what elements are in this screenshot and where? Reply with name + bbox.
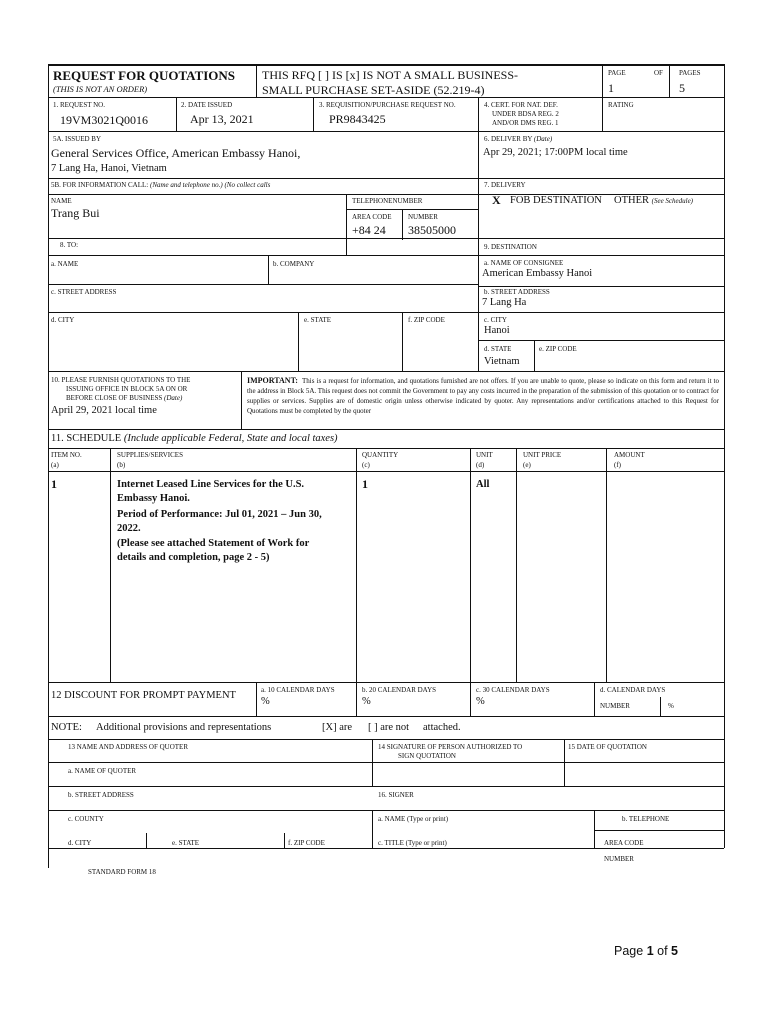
to-city-label: d. CITY (51, 316, 75, 324)
quoter-city-label: d. CITY (68, 839, 92, 847)
to-company-label: b. COMPANY (273, 260, 315, 268)
col-qty-sub: (c) (362, 461, 370, 469)
rule (594, 830, 724, 831)
col-price-sub: (e) (523, 461, 531, 469)
fob-destination: FOB DESTINATION (510, 195, 602, 206)
dest-state-value: Vietnam (484, 356, 520, 367)
rule (346, 209, 478, 210)
rule (372, 739, 373, 786)
set-aside-line-2: SMALL PURCHASE SET-ASIDE (52.219-4) (262, 83, 485, 97)
discount-30-pct: % (476, 696, 485, 707)
rfq-form (48, 64, 724, 876)
number-value: 38505000 (408, 223, 456, 237)
col-price-label: UNIT PRICE (523, 451, 562, 459)
quoter-county-label: c. COUNTY (68, 815, 104, 823)
signer-area-code-label: AREA CODE (604, 839, 644, 847)
rule (268, 255, 269, 284)
rule (478, 97, 479, 371)
rule (110, 448, 111, 682)
rule (256, 682, 257, 716)
of-label: OF (654, 69, 663, 77)
rule (48, 64, 49, 868)
to-zip-label: f. ZIP CODE (408, 316, 445, 324)
item-quantity: 1 (362, 477, 368, 491)
rule (669, 64, 670, 97)
item-desc-1: Internet Leased Line Services for the U.S. (117, 479, 305, 490)
discount-number-label: NUMBER (600, 702, 630, 710)
telephone-label: TELEPHONENUMBER (352, 197, 423, 205)
rule (48, 448, 724, 449)
note-text: Additional provisions and representations (96, 722, 272, 733)
discount-30-label: c. 30 CALENDAR DAYS (476, 686, 550, 694)
schedule-label: 11. SCHEDULE (Include applicable Federal, State and local taxes) (51, 433, 338, 444)
dest-zip-label: e. ZIP CODE (539, 345, 577, 353)
dest-state-label: d. STATE (484, 345, 512, 353)
area-code-label: AREA CODE (352, 213, 392, 221)
rule (48, 312, 724, 313)
rule (516, 448, 517, 682)
furnish-label-2: ISSUING OFFICE IN BLOCK 5A ON OR (66, 385, 188, 393)
request-no-label: 1. REQUEST NO. (53, 101, 105, 109)
col-amount-sub: (f) (614, 461, 621, 469)
page-value: 1 (608, 81, 614, 95)
cert-label-3: AND/OR DMS REG. 1 (492, 119, 559, 127)
rule (48, 178, 724, 179)
rule (48, 810, 724, 811)
rule (298, 312, 299, 371)
date-issued-label: 2. DATE ISSUED (181, 101, 233, 109)
rule (48, 739, 724, 740)
rule (594, 810, 595, 848)
rule (346, 194, 347, 255)
rule (176, 97, 177, 131)
delivery-label: 7. DELIVERY (484, 181, 526, 189)
item-desc-5: (Please see attached Statement of Work for (117, 538, 310, 549)
furnish-label-3: BEFORE CLOSE OF BUSINESS (Date) (66, 394, 183, 402)
signer-title-label: c. TITLE (Type or print) (378, 839, 447, 847)
rule (48, 848, 724, 849)
area-code-value: +84 24 (352, 223, 386, 237)
col-supplies-sub: (b) (117, 461, 126, 469)
discount-10-label: a. 10 CALENDAR DAYS (261, 686, 335, 694)
to-label: 8. TO: (60, 241, 79, 249)
note-label: NOTE: (51, 722, 82, 733)
signer-number-label: NUMBER (604, 855, 634, 863)
deliver-by-label: 6. DELIVER BY (Date) (484, 135, 553, 143)
quoter-block-label: 13 NAME AND ADDRESS OF QUOTER (68, 743, 188, 751)
rule (606, 448, 607, 682)
rule (48, 682, 724, 683)
form-subtitle: (THIS IS NOT AN ORDER) (53, 84, 148, 94)
signature-label-2: SIGN QUOTATION (398, 752, 456, 760)
dest-street-value: 7 Lang Ha (482, 297, 527, 308)
rule (356, 448, 357, 716)
quoter-name-label: a. NAME OF QUOTER (68, 767, 137, 775)
rule (48, 255, 724, 256)
info-call-label: 5B. FOR INFORMATION CALL: (Name and telephone no.) (No collect calls (51, 181, 271, 189)
rule (48, 762, 724, 763)
rule (48, 429, 724, 430)
rule (48, 716, 724, 717)
item-no: 1 (51, 477, 57, 491)
note-are-option: [X] are (322, 722, 353, 733)
rule (564, 739, 565, 786)
col-item-label: ITEM NO. (51, 451, 82, 459)
destination-label: 9. DESTINATION (484, 243, 537, 251)
rule (284, 833, 285, 848)
pages-label: PAGES (679, 69, 701, 77)
dest-city-label: c. CITY (484, 316, 507, 324)
deliver-by-value: Apr 29, 2021; 17:00PM local time (483, 147, 628, 158)
delivery-mark: X (492, 193, 501, 207)
rule (602, 64, 603, 131)
col-supplies-label: SUPPLIES/SERVICES (117, 451, 183, 459)
to-state-label: e. STATE (304, 316, 332, 324)
col-unit-sub: (d) (476, 461, 485, 469)
rule (478, 286, 724, 287)
quoter-zip-label: f. ZIP CODE (288, 839, 325, 847)
rule (478, 340, 724, 341)
col-amount-label: AMOUNT (614, 451, 645, 459)
quote-date-label: 15 DATE OF QUOTATION (568, 743, 647, 751)
discount-20-pct: % (362, 696, 371, 707)
rule (372, 810, 373, 848)
requisition-value: PR9843425 (329, 112, 386, 126)
item-unit: All (476, 479, 490, 490)
discount-label: 12 DISCOUNT FOR PROMPT PAYMENT (51, 690, 236, 701)
requisition-label: 3. REQUISITION/PURCHASE REQUEST NO. (319, 101, 456, 109)
discount-other-pct: % (668, 702, 674, 710)
note-attached: attached. (423, 722, 461, 733)
important-notice: IMPORTANT: This is a request for information, and quotations furnished are not offers. If you are unable to quote, please so indicate on this form and return it to the address in Block 5A. This request does not commit the Government to pay any costs incurred in the preparation of the submission of this quotation or to contract for supplies or services. Supplies are of domestic origin unless otherwise indicated by quoter. Any representations and/or certifications attached to this Request for Quotations must be completed by the quoter (247, 376, 719, 415)
furnish-date: April 29, 2021 local time (51, 405, 157, 416)
rule (48, 131, 724, 132)
page-label: PAGE (608, 69, 626, 77)
signer-telephone-label: b. TELEPHONE (622, 815, 670, 823)
number-label: NUMBER (408, 213, 438, 221)
form-title: REQUEST FOR QUOTATIONS (53, 68, 236, 83)
col-qty-label: QUANTITY (362, 451, 399, 459)
rule (534, 340, 535, 371)
contact-name-label: NAME (51, 197, 72, 205)
to-name-label: a. NAME (51, 260, 79, 268)
discount-10-pct: % (261, 696, 270, 707)
rule (313, 97, 314, 131)
issued-by-name: General Services Office, American Embassy Hanoi, (51, 146, 301, 160)
dest-city-value: Hanoi (484, 325, 510, 336)
consignee-label: a. NAME OF CONSIGNEE (484, 259, 564, 267)
rule (724, 64, 725, 848)
cert-label-1: 4. CERT. FOR NAT. DEF. (484, 101, 558, 109)
date-issued-value: Apr 13, 2021 (190, 112, 254, 126)
rule (402, 209, 403, 240)
discount-20-label: b. 20 CALENDAR DAYS (362, 686, 437, 694)
to-street-label: c. STREET ADDRESS (51, 288, 117, 296)
rating-label: RATING (608, 101, 634, 109)
page-footer: Page 1 of 5 (614, 944, 678, 958)
rule (256, 64, 257, 97)
rule (146, 833, 147, 848)
set-aside-line-1: THIS RFQ [ ] IS [x] IS NOT A SMALL BUSINESS- (262, 68, 519, 82)
rule (48, 284, 478, 285)
issued-by-label: 5A. ISSUED BY (53, 135, 102, 143)
rule (594, 682, 595, 716)
rule (470, 448, 471, 716)
rule (48, 238, 724, 239)
request-no-value: 19VM3021Q0016 (60, 113, 149, 127)
contact-name: Trang Bui (51, 206, 100, 220)
standard-form-label: STANDARD FORM 18 (88, 868, 156, 876)
quoter-street-label: b. STREET ADDRESS (68, 791, 134, 799)
rule (241, 371, 242, 429)
signature-label-1: 14 SIGNATURE OF PERSON AUTHORIZED TO (378, 743, 523, 751)
delivery-other: OTHER (See Schedule) (614, 195, 694, 206)
dest-street-label: b. STREET ADDRESS (484, 288, 550, 296)
item-desc-4: 2022. (117, 523, 141, 534)
col-item-sub: (a) (51, 461, 59, 469)
cert-label-2: UNDER BDSA REG. 2 (492, 110, 559, 118)
furnish-label-1: 10. PLEASE FURNISH QUOTATIONS TO THE (51, 376, 191, 384)
rule (48, 64, 724, 66)
issued-by-address: 7 Lang Ha, Hanoi, Vietnam (51, 163, 167, 174)
rule (48, 786, 724, 787)
item-desc-2: Embassy Hanoi. (117, 493, 190, 504)
signer-label: 16. SIGNER (378, 791, 414, 799)
signer-name-label: a. NAME (Type or print) (378, 815, 449, 823)
quoter-state-label: e. STATE (172, 839, 200, 847)
item-desc-6: details and completion, page 2 - 5) (117, 552, 270, 563)
rule (48, 471, 724, 472)
rule (660, 697, 661, 716)
pages-value: 5 (679, 81, 685, 95)
col-unit-label: UNIT (476, 451, 493, 459)
discount-other-label: d. CALENDAR DAYS (600, 686, 666, 694)
consignee-value: American Embassy Hanoi (482, 268, 593, 279)
item-desc-3: Period of Performance: Jul 01, 2021 – Jun 30, (117, 509, 322, 520)
note-are-not-option: [ ] are not (368, 722, 410, 733)
rule (402, 312, 403, 371)
rule (48, 371, 724, 372)
